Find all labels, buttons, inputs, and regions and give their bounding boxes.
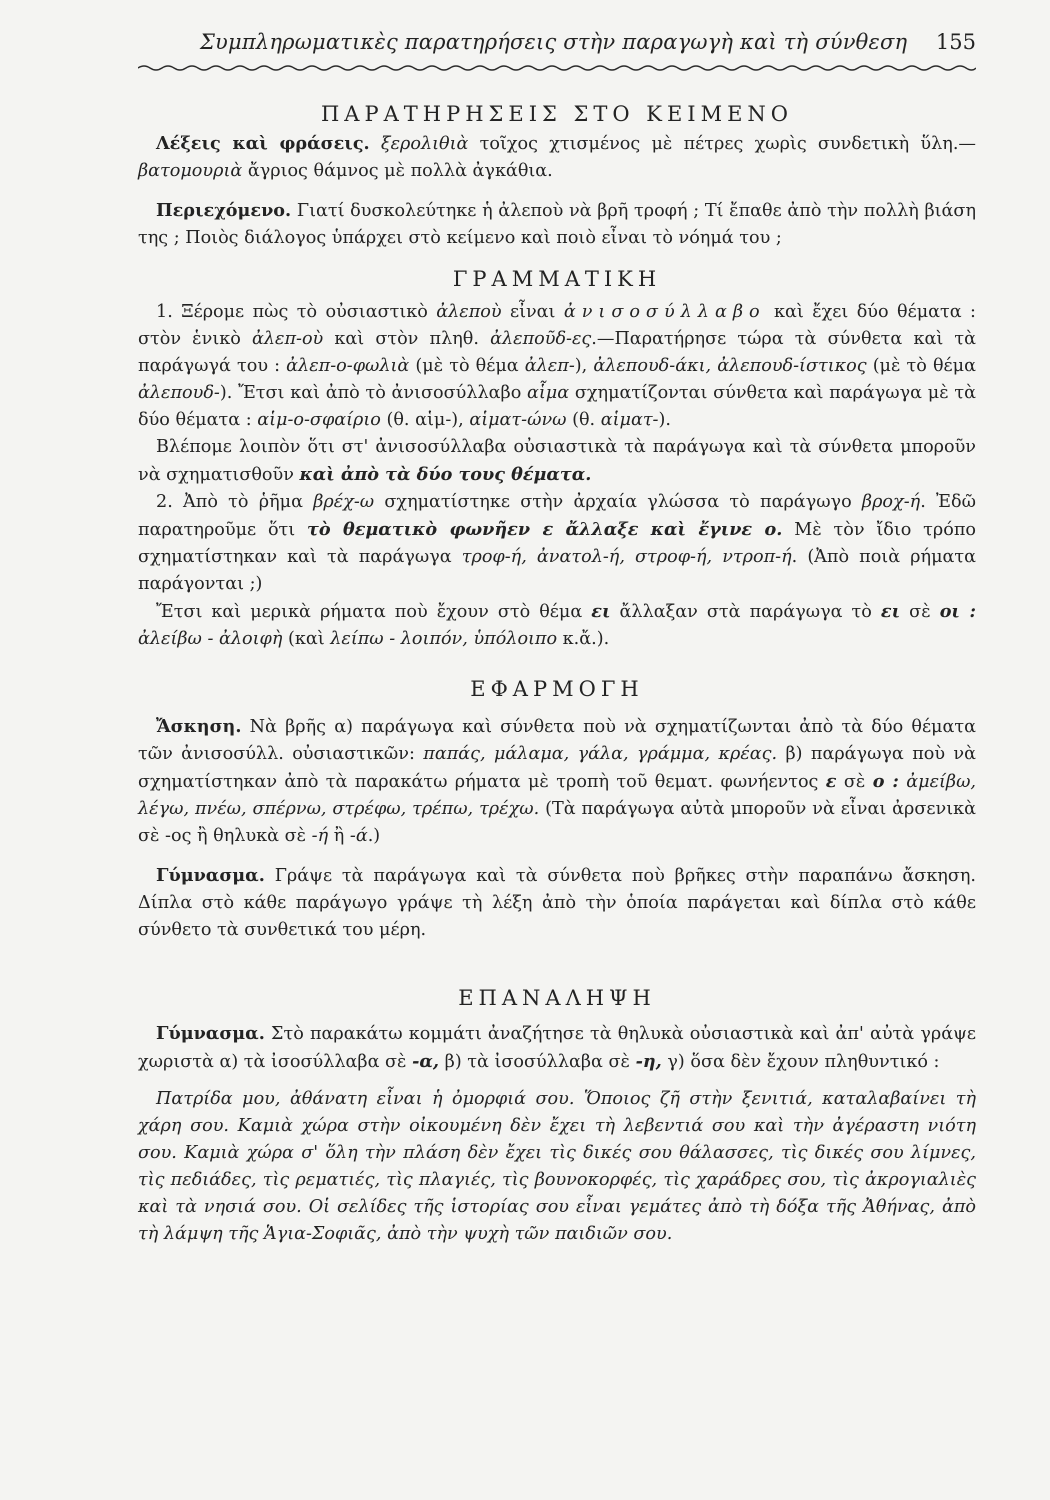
page-content bbox=[138, 100, 976, 1248]
paragraph-exercise: Ἄσκηση. Νὰ βρῆς α) παράγωγα καὶ σύνθετα ποὺ νὰ σχηματίζωνται ἀπὸ τὰ δύο θέματα τῶν ἀνισοσύλλ. οὐσιαστικῶν: παπάς, μάλαμα, γάλα, γράμμα, κρέας. β) παράγωγα ποὺ νὰ σχηματίστηκαν ἀπὸ τὰ παρακάτω ρήματα μὲ τροπὴ τοῦ θεματ. φωνήεντος ε σὲ ο : ἀμείβω, λέγω, πνέω, σπέρνω, στρέφω, τρέπω, τρέχω. (Τὰ παράγωγα αὐτὰ μποροῦν νὰ εἶναι ἀρσενικὰ σὲ -ος ἢ θηλυκὰ σὲ -ή ἢ -ά.) bbox=[138, 716, 977, 846]
heading-observations: ΠΑΡΑΤΗΡΗΣΕΙΣ ΣΤΟ ΚΕΙΜΕΝΟ bbox=[320, 102, 794, 126]
running-header bbox=[138, 28, 976, 62]
paragraph-grammar-4: Ἔτσι καὶ μερικὰ ρήματα ποὺ ἔχουν στὸ θέμα ει ἄλλαξαν στὰ παράγωγα τὸ ει σὲ οι : ἀλείβω - ἀλοιφὴ (καὶ λείπω - λοιπόν, ὑπόλοιπο κ.ἄ.). bbox=[138, 601, 977, 649]
label-drill: Γύμνασμα. bbox=[156, 865, 265, 886]
label-exercise: Ἄσκηση. bbox=[156, 716, 242, 737]
page-number: 155 bbox=[935, 30, 976, 54]
header-wavy-rule bbox=[138, 62, 976, 74]
heading-revision: ΕΠΑΝΑΛΗΨΗ bbox=[458, 986, 656, 1010]
paragraph-grammar-3: 2. Ἀπὸ τὸ ῥῆμα βρέχ-ω σχηματίστηκε στὴν ἀρχαία γλώσσα τὸ παράγωγο βροχ-ή. Ἐδῶ παρατηροῦμε ὅτι τὸ θεματικὸ φωνῆεν ε ἄλλαξε καὶ ἔγινε ο. Μὲ τὸν ἴδιο τρόπο σχηματίστηκαν καὶ τὰ παράγωγα τροφ-ή, ἀνατολ-ή, στροφ-ή, ντροπ-ή. (Ἀπὸ ποιὰ ρήματα παράγονται ;) bbox=[138, 492, 977, 594]
paragraph-content-questions: Περιεχόμενο. Γιατί δυσκολεύτηκε ἡ ἀλεποὺ νὰ βρῆ τροφή ; Τί ἔπαθε ἀπὸ τὴν πολλὴ βιάση της ; Ποιὸς διάλογος ὑπάρχει στὸ κείμενο καὶ ποιὸ εἶναι τὸ νόημά του ; bbox=[138, 200, 976, 248]
quoted-passage-text: Πατρίδα μου, ἀθάνατη εἶναι ἡ ὀμορφιά σου. Ὅποιος ζῆ στὴν ξενιτιά, καταλαβαίνει τὴ χάρη σου. Καμιὰ χώρα στὴν οἰκουμένη δὲν ἔχει τὴ λεβεντιά σου καὶ τὴν ἀγέραστη νιότη σου. Καμιὰ χώρα σ' ὅλη τὴν πλάση δὲν ἔχει τὶς δικές σου θάλασσες, τὶς δικές σου λίμνες, τὶς πεδιάδες, τὶς ρεματιές, τὶς πλαγιές, τὶς βουνοκορφές, τὶς χαράδρες σου, τὶς ἀκρογιαλιὲς καὶ τὰ νησιά σου. Οἱ σελίδες τῆς ἱστορίας σου εἶναι γεμάτες ἀπὸ τὴ δόξα τῆς Ἀθήνας, ἀπὸ τὴ λάμψη τῆς Ἁγια-Σοφιᾶς, ἀπὸ τὴν ψυχὴ τῶν παιδιῶν σου. bbox=[138, 1089, 976, 1244]
paragraph-drill-1: Γύμνασμα. Γράψε τὰ παράγωγα καὶ τὰ σύνθετα ποὺ βρῆκες στὴν παραπάνω ἄσκηση. Δίπλα στὸ κάθε παράγωγο γράψε τὴ λέξη ἀπὸ τὴν ὁποία παράγεται καὶ δίπλα στὸ κάθε σύνθετο τὰ συνθετικά του μέρη. bbox=[138, 865, 976, 940]
running-title: Συμπληρωματικὲς παρατηρήσεις στὴν παραγωγὴ καὶ τὴ σύνθεση bbox=[200, 30, 908, 54]
heading-application: ΕΦΑΡΜΟΓΗ bbox=[470, 677, 644, 701]
paragraph-grammar-2: Βλέπομε λοιπὸν ὅτι στ' ἀνισοσύλλαβα οὐσιαστικὰ τὰ παράγωγα καὶ τὰ σύνθετα μποροῦν νὰ σχηματισθοῦν καὶ ἀπὸ τὰ δύο τους θέματα. bbox=[138, 437, 976, 485]
label-content: Περιεχόμενο. bbox=[156, 200, 292, 221]
label-drill-2: Γύμνασμα. bbox=[156, 1023, 265, 1044]
book-page bbox=[138, 28, 977, 1244]
paragraph-vocabulary: Λέξεις καὶ φράσεις. ξερολιθιὰ τοῖχος χτισμένος μὲ πέτρες χωρὶς συνδετικὴ ὕλη.—βατομουριὰ ἄγριος θάμνος μὲ πολλὰ ἀγκάθια. bbox=[138, 133, 977, 181]
quoted-passage bbox=[138, 1086, 976, 1248]
heading-grammar: ΓΡΑΜΜΑΤΙΚΗ bbox=[452, 267, 662, 291]
paragraph-drill-2: Γύμνασμα. Στὸ παρακάτω κομμάτι ἀναζήτησε τὰ θηλυκὰ οὐσιαστικὰ καὶ ἀπ' αὐτὰ γράψε χωριστὰ α) τὰ ἰσοσύλλαβα σὲ -α, β) τὰ ἰσοσύλλαβα σὲ -η, γ) ὅσα δὲν ἔχουν πληθυντικό : bbox=[138, 1023, 976, 1072]
paragraph-grammar-1: 1. Ξέρομε πὼς τὸ οὐσιαστικὸ ἀλεποὺ εἶναι ἀνισοσύλλαβο καὶ ἔχει δύο θέματα : στὸν ἑνικὸ ἀλεπ-οὺ καὶ στὸν πληθ. ἀλεποῦδ-ες.—Παρατήρησε τώρα τὰ σύνθετα καὶ τὰ παράγωγά του : ἀλεπ-ο-φωλιὰ (μὲ τὸ θέμα ἀλεπ-), ἀλεπουδ-άκι, ἀλεπουδ-ίστικος (μὲ τὸ θέμα ἀλεπουδ-). Ἔτσι καὶ ἀπὸ τὸ ἀνισοσύλλαβο αἷμα σχηματίζονται σύνθετα καὶ παράγωγα μὲ τὰ δύο θέματα : αἱμ-ο-σφαίριο (θ. αἱμ-), αἱματ-ώνω (θ. αἱματ-). bbox=[138, 302, 976, 430]
label-vocabulary: Λέξεις καὶ φράσεις. bbox=[156, 133, 370, 154]
